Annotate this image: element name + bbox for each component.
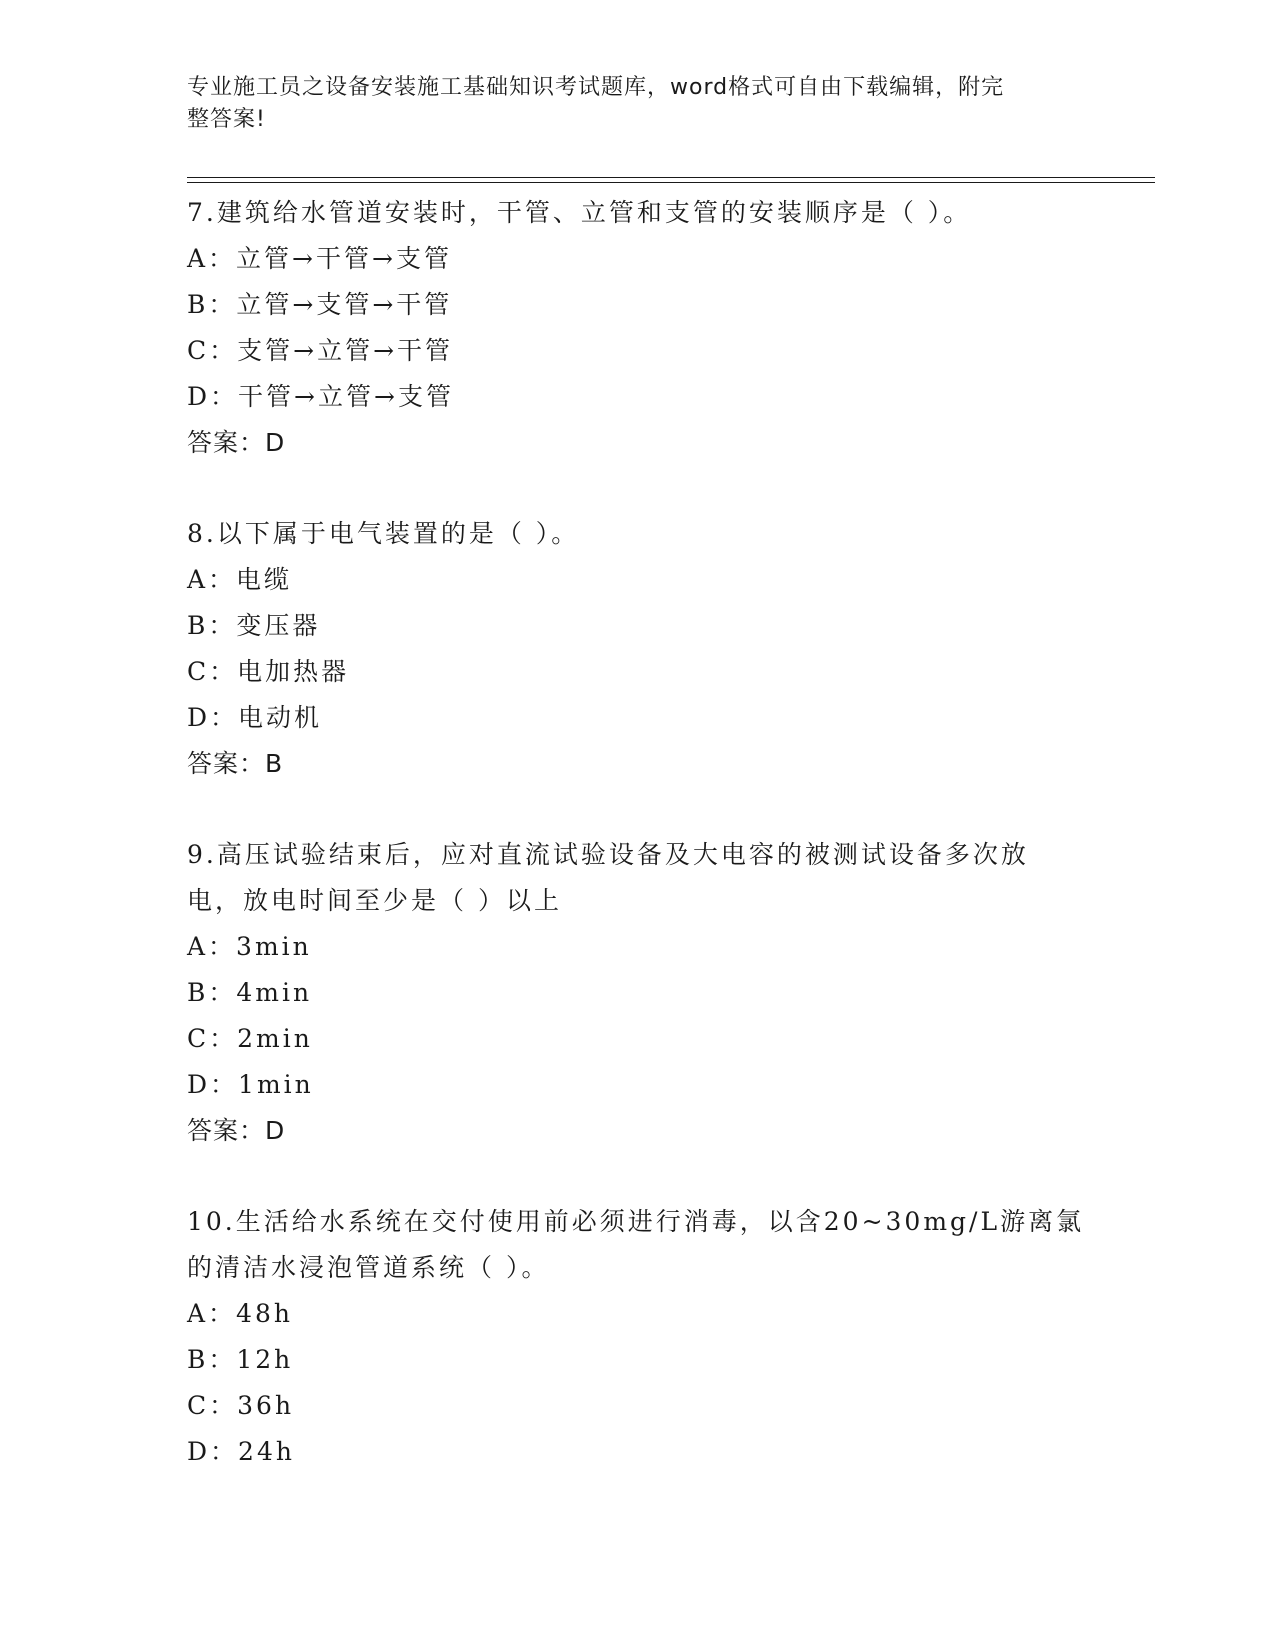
question-7	[187, 190, 1087, 466]
option-a: A：立管→干管→支管	[187, 244, 452, 273]
option-c: C：2min	[187, 1024, 313, 1053]
option-d: D：电动机	[187, 703, 323, 732]
header-divider-bottom	[187, 182, 1155, 183]
option-b: B：12h	[187, 1345, 294, 1374]
option-d: D：24h	[187, 1437, 295, 1466]
answer-text: 答案：D	[187, 1116, 286, 1145]
question-8	[187, 511, 1087, 787]
question-list	[187, 190, 1087, 1475]
question-stem-line: 电，放电时间至少是（ ）以上	[187, 886, 562, 915]
question-spacer	[187, 787, 1087, 832]
option-a: A：3min	[187, 932, 312, 961]
question-stem	[187, 511, 1087, 557]
option-c: C：36h	[187, 1391, 295, 1420]
option-a: A：电缆	[187, 565, 293, 594]
question-spacer	[187, 1154, 1087, 1199]
question-stem-line: 的清洁水浸泡管道系统（ ）。	[187, 1253, 550, 1282]
question-stem	[187, 1199, 1087, 1291]
question-stem-line: 9.高压试验结束后，应对直流试验设备及大电容的被测试设备多次放	[187, 840, 1029, 869]
answer-text: 答案：B	[187, 749, 284, 778]
header-divider-top	[187, 177, 1155, 178]
option-b: B：立管→支管→干管	[187, 290, 453, 319]
question-9	[187, 832, 1087, 1154]
answer-text: 答案：D	[187, 428, 286, 457]
question-stem-line: 7.建筑给水管道安装时，干管、立管和支管的安装顺序是（ ）。	[187, 198, 972, 227]
option-c: C：支管→立管→干管	[187, 336, 454, 365]
option-d: D：干管→立管→支管	[187, 382, 454, 411]
option-b: B：变压器	[187, 611, 321, 640]
question-spacer	[187, 466, 1087, 511]
option-b: B：4min	[187, 978, 313, 1007]
option-c: C：电加热器	[187, 657, 350, 686]
header-line-2: 整答案!	[187, 107, 266, 132]
question-stem-line: 8.以下属于电气装置的是（ ）。	[187, 519, 580, 548]
question-stem	[187, 190, 1087, 236]
option-d: D：1min	[187, 1070, 314, 1099]
header-line-1: 专业施工员之设备安装施工基础知识考试题库，word格式可自由下载编辑，附完	[187, 75, 1005, 100]
question-stem-line: 10.生活给水系统在交付使用前必须进行消毒，以含20~30mg/L游离氯	[187, 1207, 1085, 1236]
question-10	[187, 1199, 1087, 1475]
option-a: A：48h	[187, 1299, 293, 1328]
question-stem	[187, 832, 1087, 924]
document-header	[187, 72, 1067, 136]
